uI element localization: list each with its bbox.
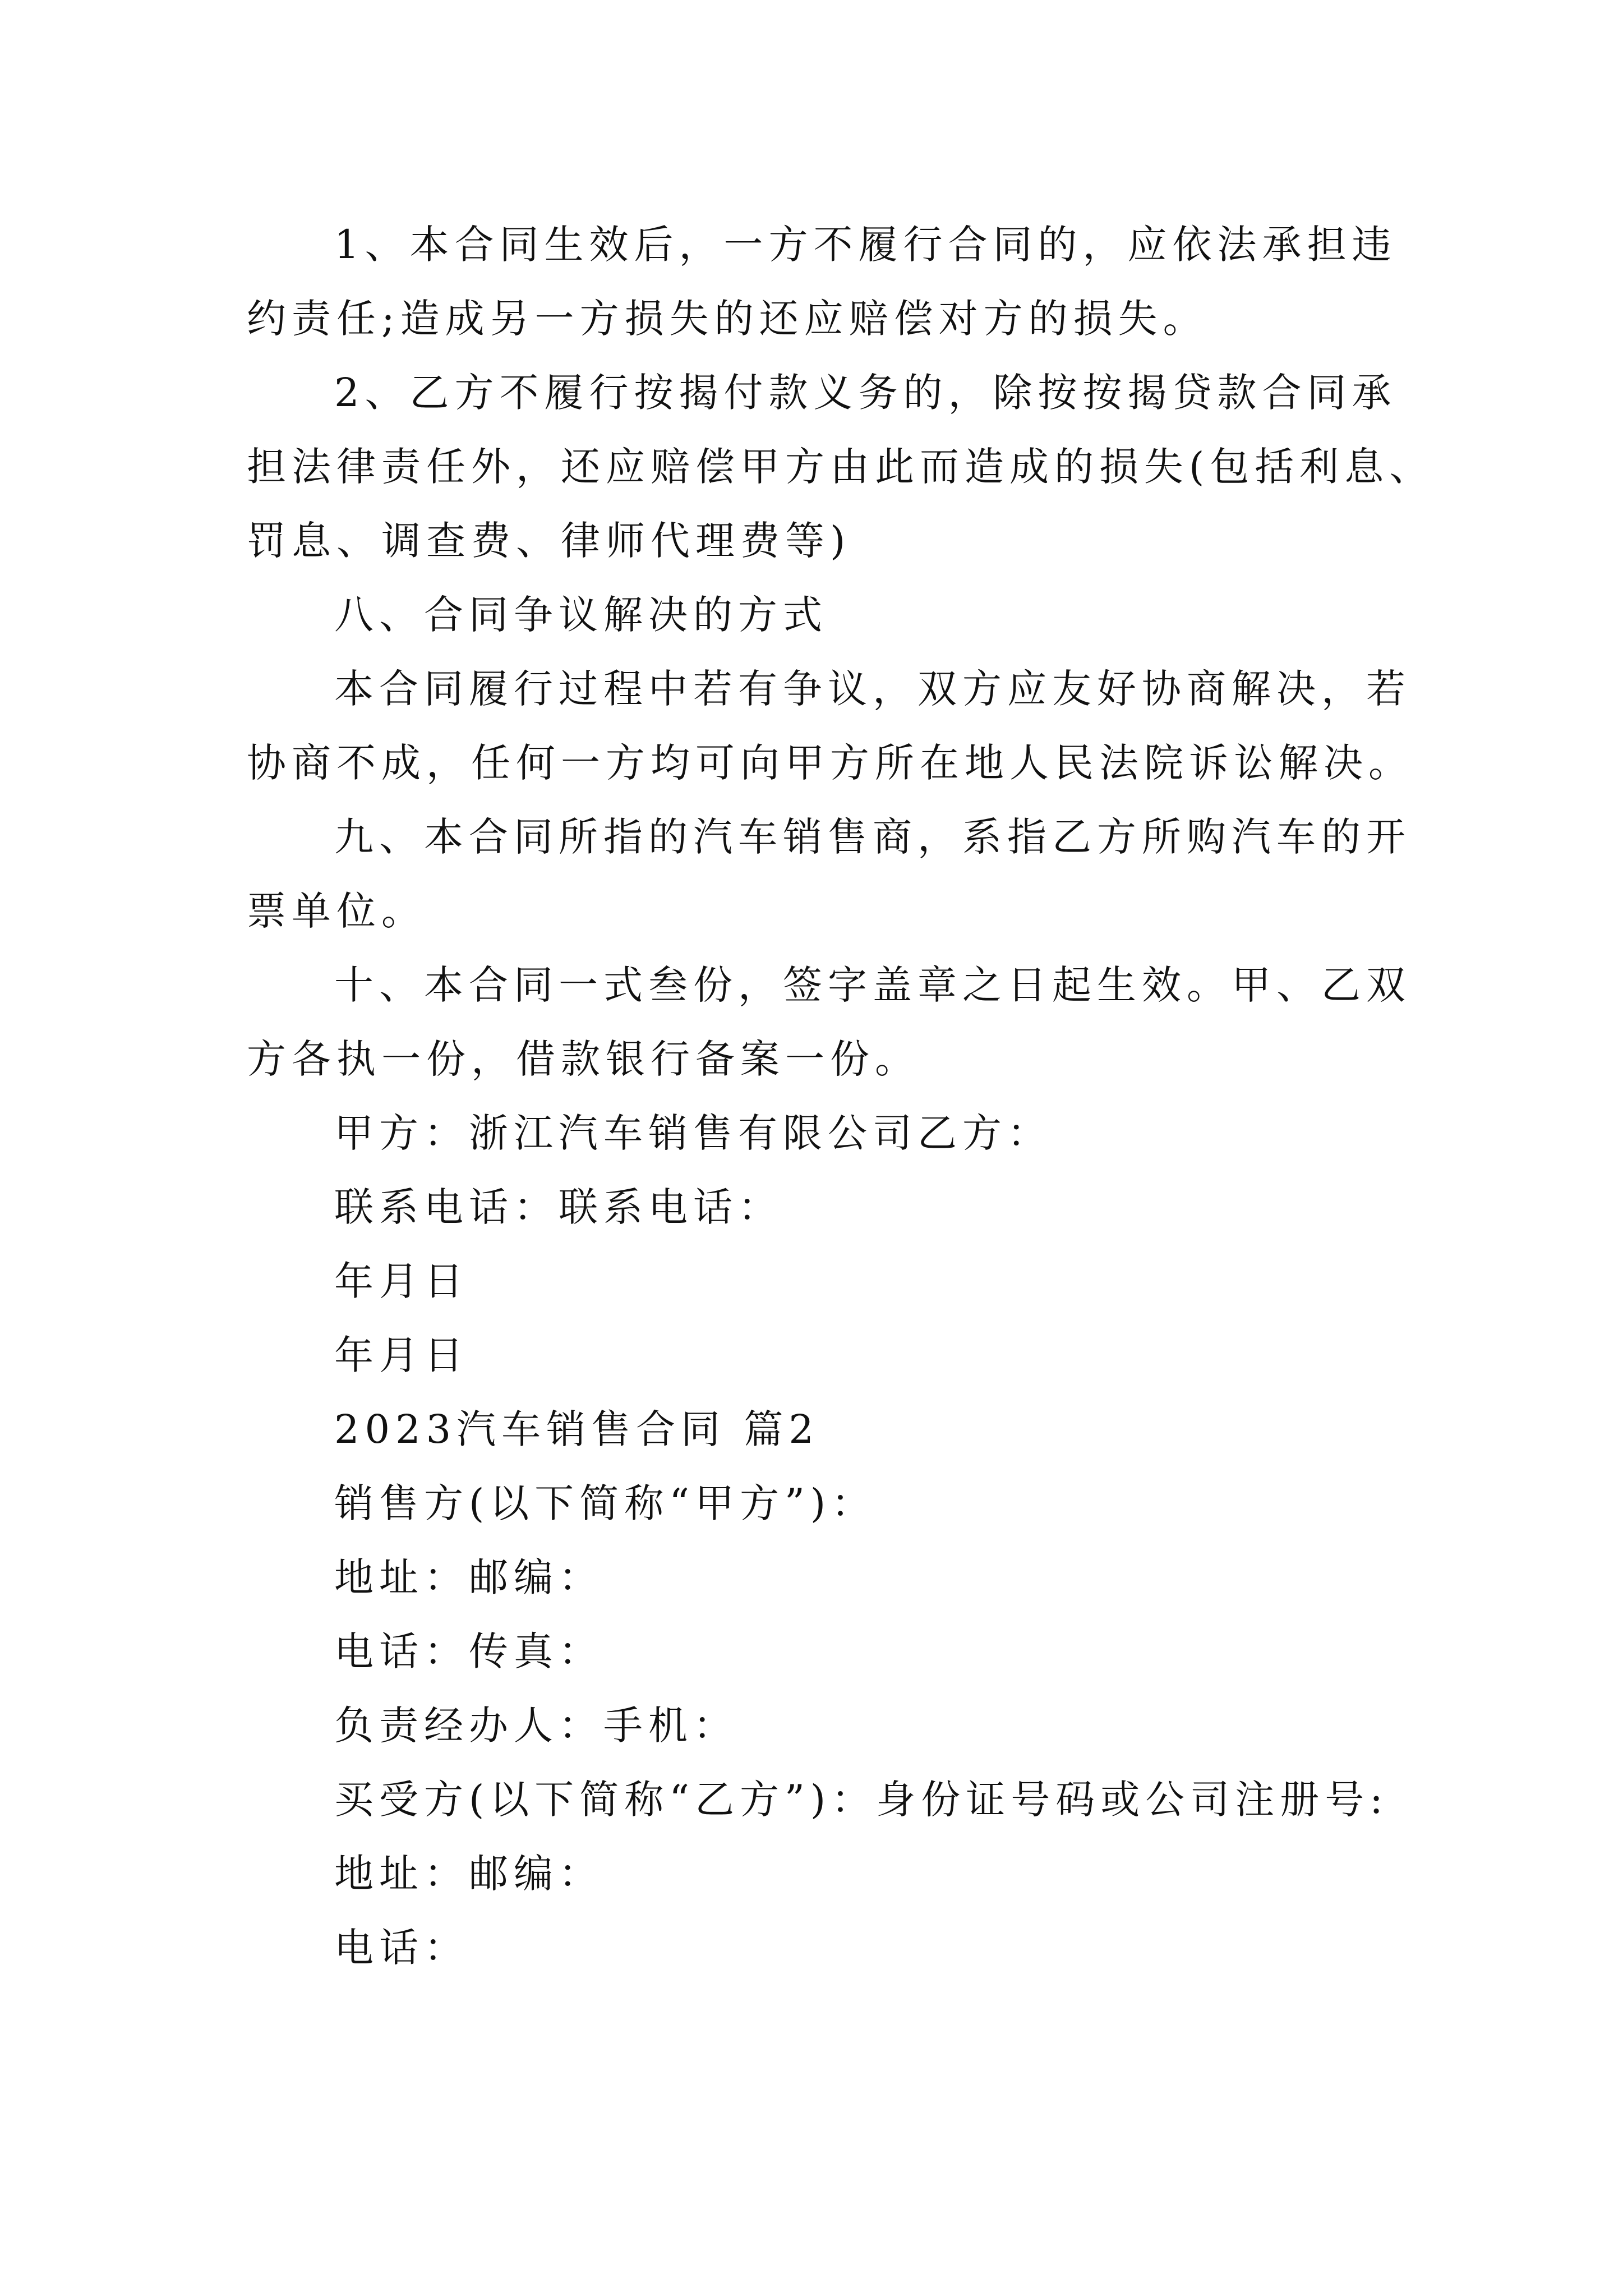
paragraph-line: 担法律责任外，还应赔偿甲方由此而造成的损失(包括利息、 (247, 444, 1435, 490)
contract-title: 2023汽车销售合同 篇2 (334, 1406, 819, 1452)
signature-phone-line: 联系电话：联系电话： (334, 1184, 783, 1230)
buyer-line: 买受方(以下简称“乙方”)：身份证号码或公司注册号: (334, 1777, 1389, 1823)
signature-date-line: 年月日 (334, 1258, 469, 1304)
address-line: 地址：邮编： (334, 1554, 603, 1600)
paragraph-line: 方各执一份，借款银行备案一份。 (247, 1036, 920, 1082)
paragraph-line: 十、本合同一式叁份，签字盖章之日起生效。甲、乙双 (334, 962, 1411, 1008)
seller-line: 销售方(以下简称“甲方”)： (334, 1480, 877, 1526)
paragraph-line: 1、本合同生效后，一方不履行合同的，应依法承担违 (334, 222, 1397, 268)
paragraph-line: 九、本合同所指的汽车销售商，系指乙方所购汽车的开 (334, 814, 1411, 860)
paragraph-line: 票单位。 (247, 888, 426, 934)
phone-line: 电话： (334, 1925, 469, 1971)
paragraph-line: 本合同履行过程中若有争议，双方应友好协商解决，若 (334, 666, 1411, 712)
paragraph-line: 2、乙方不履行按揭付款义务的，除按按揭贷款合同承 (334, 370, 1397, 416)
signature-date-line: 年月日 (334, 1332, 469, 1378)
signature-party-line: 甲方：浙江汽车销售有限公司乙方： (334, 1110, 1052, 1156)
address-line: 地址：邮编： (334, 1851, 603, 1897)
document-body (247, 208, 1435, 1985)
paragraph-line: 罚息、调查费、律师代理费等) (247, 518, 851, 564)
paragraph-line: 约责任;造成另一方损失的还应赔偿对方的损失。 (247, 296, 1208, 342)
manager-line: 负责经办人：手机： (334, 1703, 738, 1749)
phone-fax-line: 电话：传真： (334, 1628, 603, 1674)
paragraph-line: 协商不成，任何一方均可向甲方所在地人民法院诉讼解决。 (247, 740, 1413, 786)
section-heading: 八、合同争议解决的方式 (334, 592, 828, 638)
